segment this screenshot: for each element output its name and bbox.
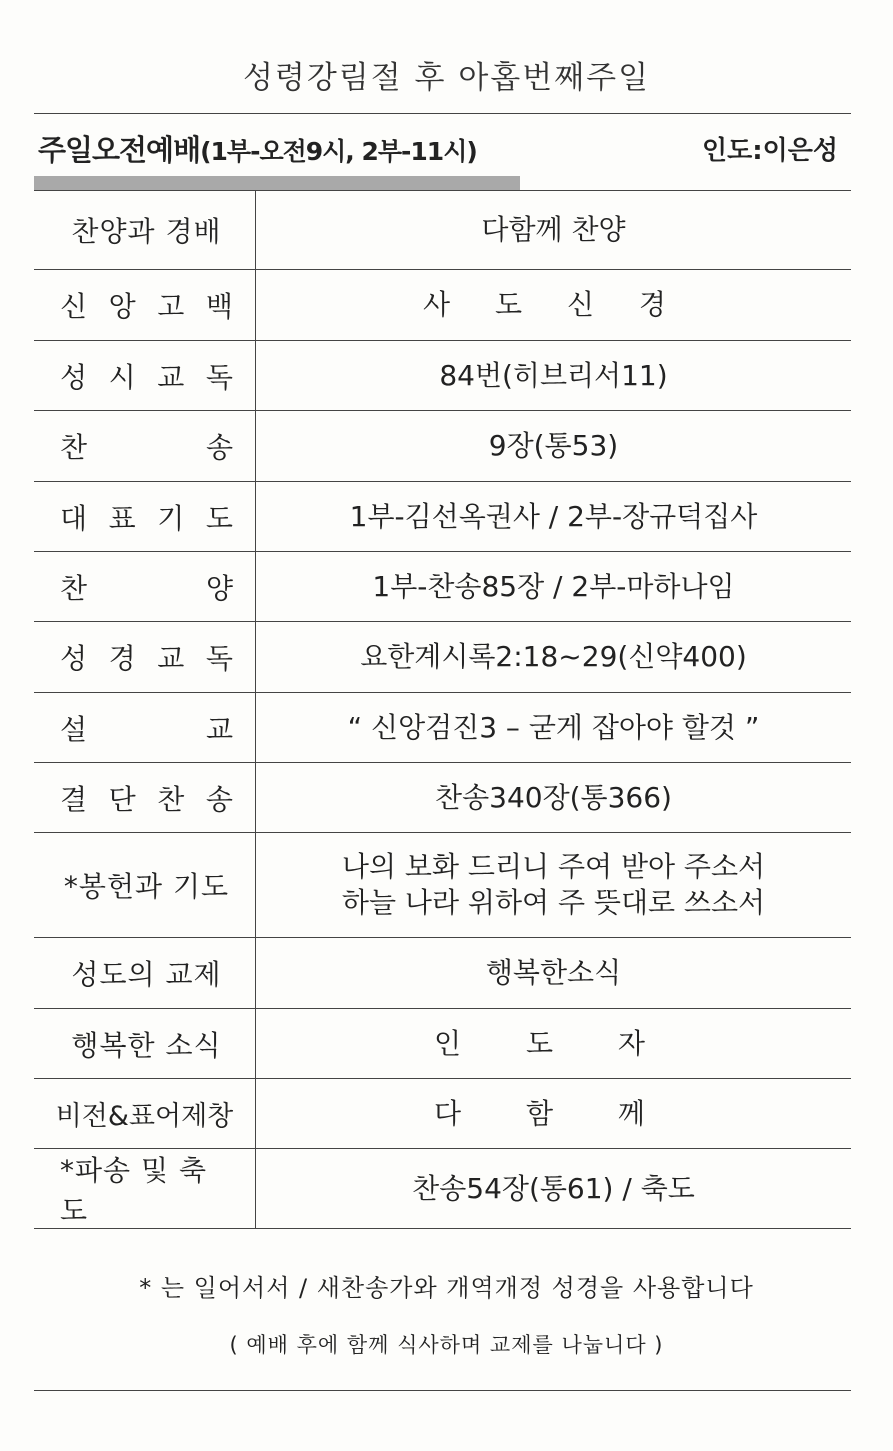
fellowship-note: ( 예배 후에 함께 식사하며 교제를 나눕니다 ) bbox=[229, 1333, 664, 1357]
table-row bbox=[34, 341, 851, 411]
order-item: 성 경 교 독 bbox=[34, 622, 256, 692]
bulletin-notes bbox=[0, 1268, 893, 1359]
order-item: *파송 및 축도 bbox=[34, 1149, 256, 1228]
service-name-label: 주일오전예배 bbox=[38, 132, 201, 167]
order-item: 설 교 bbox=[34, 693, 256, 762]
order-detail: 찬송340장(통366) bbox=[435, 780, 672, 814]
table-row bbox=[34, 482, 851, 552]
page-title: 성령강림절 후 아홉번째주일 bbox=[242, 60, 651, 96]
table-row bbox=[34, 1009, 851, 1079]
order-detail: 인 도 자 bbox=[434, 1026, 673, 1060]
order-detail: 행복한소식 bbox=[485, 956, 622, 989]
order-detail: 1부-찬송85장 / 2부-마하나임 bbox=[372, 569, 735, 603]
order-detail: 요한계시록2:18~29(신약400) bbox=[360, 640, 747, 673]
order-item: 성도의 교제 bbox=[34, 938, 256, 1008]
order-item: 찬양과 경배 bbox=[34, 191, 256, 269]
order-detail: 찬송54장(통61) / 축도 bbox=[412, 1171, 695, 1205]
table-row bbox=[34, 1149, 851, 1229]
table-row bbox=[34, 622, 851, 693]
header-shade-bar bbox=[34, 176, 520, 190]
order-item: 행복한 소식 bbox=[34, 1009, 256, 1078]
order-item: 대 표 기 도 bbox=[34, 482, 256, 551]
table-row bbox=[34, 411, 851, 482]
service-header bbox=[38, 128, 838, 168]
worship-order-table bbox=[34, 191, 851, 1229]
order-detail: 다 함 께 bbox=[434, 1096, 673, 1130]
order-detail: 9장(통53) bbox=[488, 429, 619, 462]
order-detail: “ 신앙검진3 – 굳게 잡아야 할것 ” bbox=[347, 710, 760, 744]
table-row bbox=[34, 693, 851, 763]
table-row bbox=[34, 833, 851, 938]
service-name bbox=[38, 128, 477, 169]
service-times: (1부-오전9시, 2부-11시) bbox=[200, 136, 477, 166]
order-item: 결 단 찬 송 bbox=[34, 763, 256, 832]
order-detail: 나의 보화 드리니 주여 받아 주소서 하늘 나라 위하여 주 뜻대로 쓰소서 bbox=[341, 850, 766, 919]
order-item: 찬 양 bbox=[34, 552, 256, 621]
order-item: *봉헌과 기도 bbox=[34, 833, 256, 937]
table-row bbox=[34, 270, 851, 341]
table-row bbox=[34, 938, 851, 1009]
table-row bbox=[34, 191, 851, 270]
order-detail: 84번(히브리서11) bbox=[439, 358, 668, 392]
order-detail: 1부-김선옥권사 / 2부-장규덕집사 bbox=[349, 499, 758, 533]
order-detail: 사 도 신 경 bbox=[423, 288, 684, 321]
bottom-divider bbox=[34, 1390, 851, 1391]
order-item: 성 시 교 독 bbox=[34, 341, 256, 410]
order-item: 신 앙 고 백 bbox=[34, 270, 256, 340]
table-row bbox=[34, 552, 851, 622]
table-row bbox=[34, 763, 851, 833]
order-detail: 다함께 찬양 bbox=[481, 213, 626, 246]
standing-note: * 는 일어서서 / 새찬송가와 개역개정 성경을 사용합니다 bbox=[139, 1274, 754, 1302]
order-item: 찬 송 bbox=[34, 411, 256, 481]
table-row bbox=[34, 1079, 851, 1149]
service-leader: 인도:이은성 bbox=[702, 135, 838, 166]
title-divider bbox=[34, 113, 851, 114]
order-item: 비전&표어제창 bbox=[34, 1079, 256, 1148]
